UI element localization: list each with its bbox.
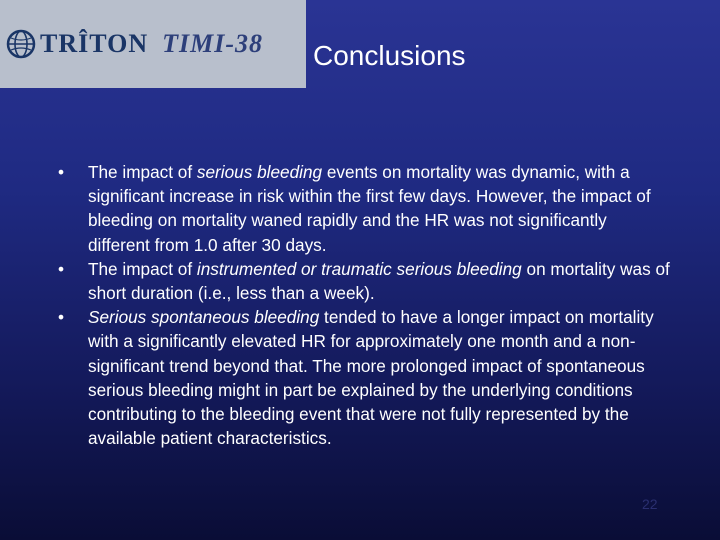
slide-title: Conclusions bbox=[313, 40, 466, 71]
conclusions-list bbox=[58, 160, 670, 450]
triton-timi-logo bbox=[0, 0, 306, 88]
conclusion-bullet bbox=[58, 305, 670, 450]
globe-icon bbox=[6, 29, 36, 59]
logo-brand-text: TRÎTON bbox=[40, 29, 149, 58]
bullet-text: The impact of bbox=[88, 162, 197, 182]
emphasis-text: serious bleeding bbox=[196, 162, 323, 182]
page-number: 22 bbox=[642, 496, 658, 512]
emphasis-text: instrumented or traumatic serious bleeding bbox=[196, 258, 522, 279]
bullet-text: tended to have a longer impact on mortality with a significantly elevated HR for approximately one month and a non-significant trend beyond that. The more prolonged impact of spontaneous serious bleeding might in part be explained by the underlying conditions contributing to the bleeding event that were not fully represented by the available patient characteristics. bbox=[88, 307, 654, 449]
conclusion-bullet bbox=[58, 257, 670, 305]
logo-study-text: TIMI-38 bbox=[162, 29, 264, 58]
bullet-text: on mortality was of short duration (i.e., less than a week). bbox=[88, 258, 670, 304]
emphasis-text: Serious spontaneous bleeding bbox=[88, 307, 320, 328]
conclusion-bullet bbox=[58, 160, 670, 257]
bullet-text: The impact of bbox=[88, 258, 197, 279]
bullet-text: events on mortality was dynamic, with a significant increase in risk within the first few days. However, the impact of bleeding on mortality waned rapidly and the HR was not significantly different from 1.0 after 30 days. bbox=[88, 162, 651, 255]
